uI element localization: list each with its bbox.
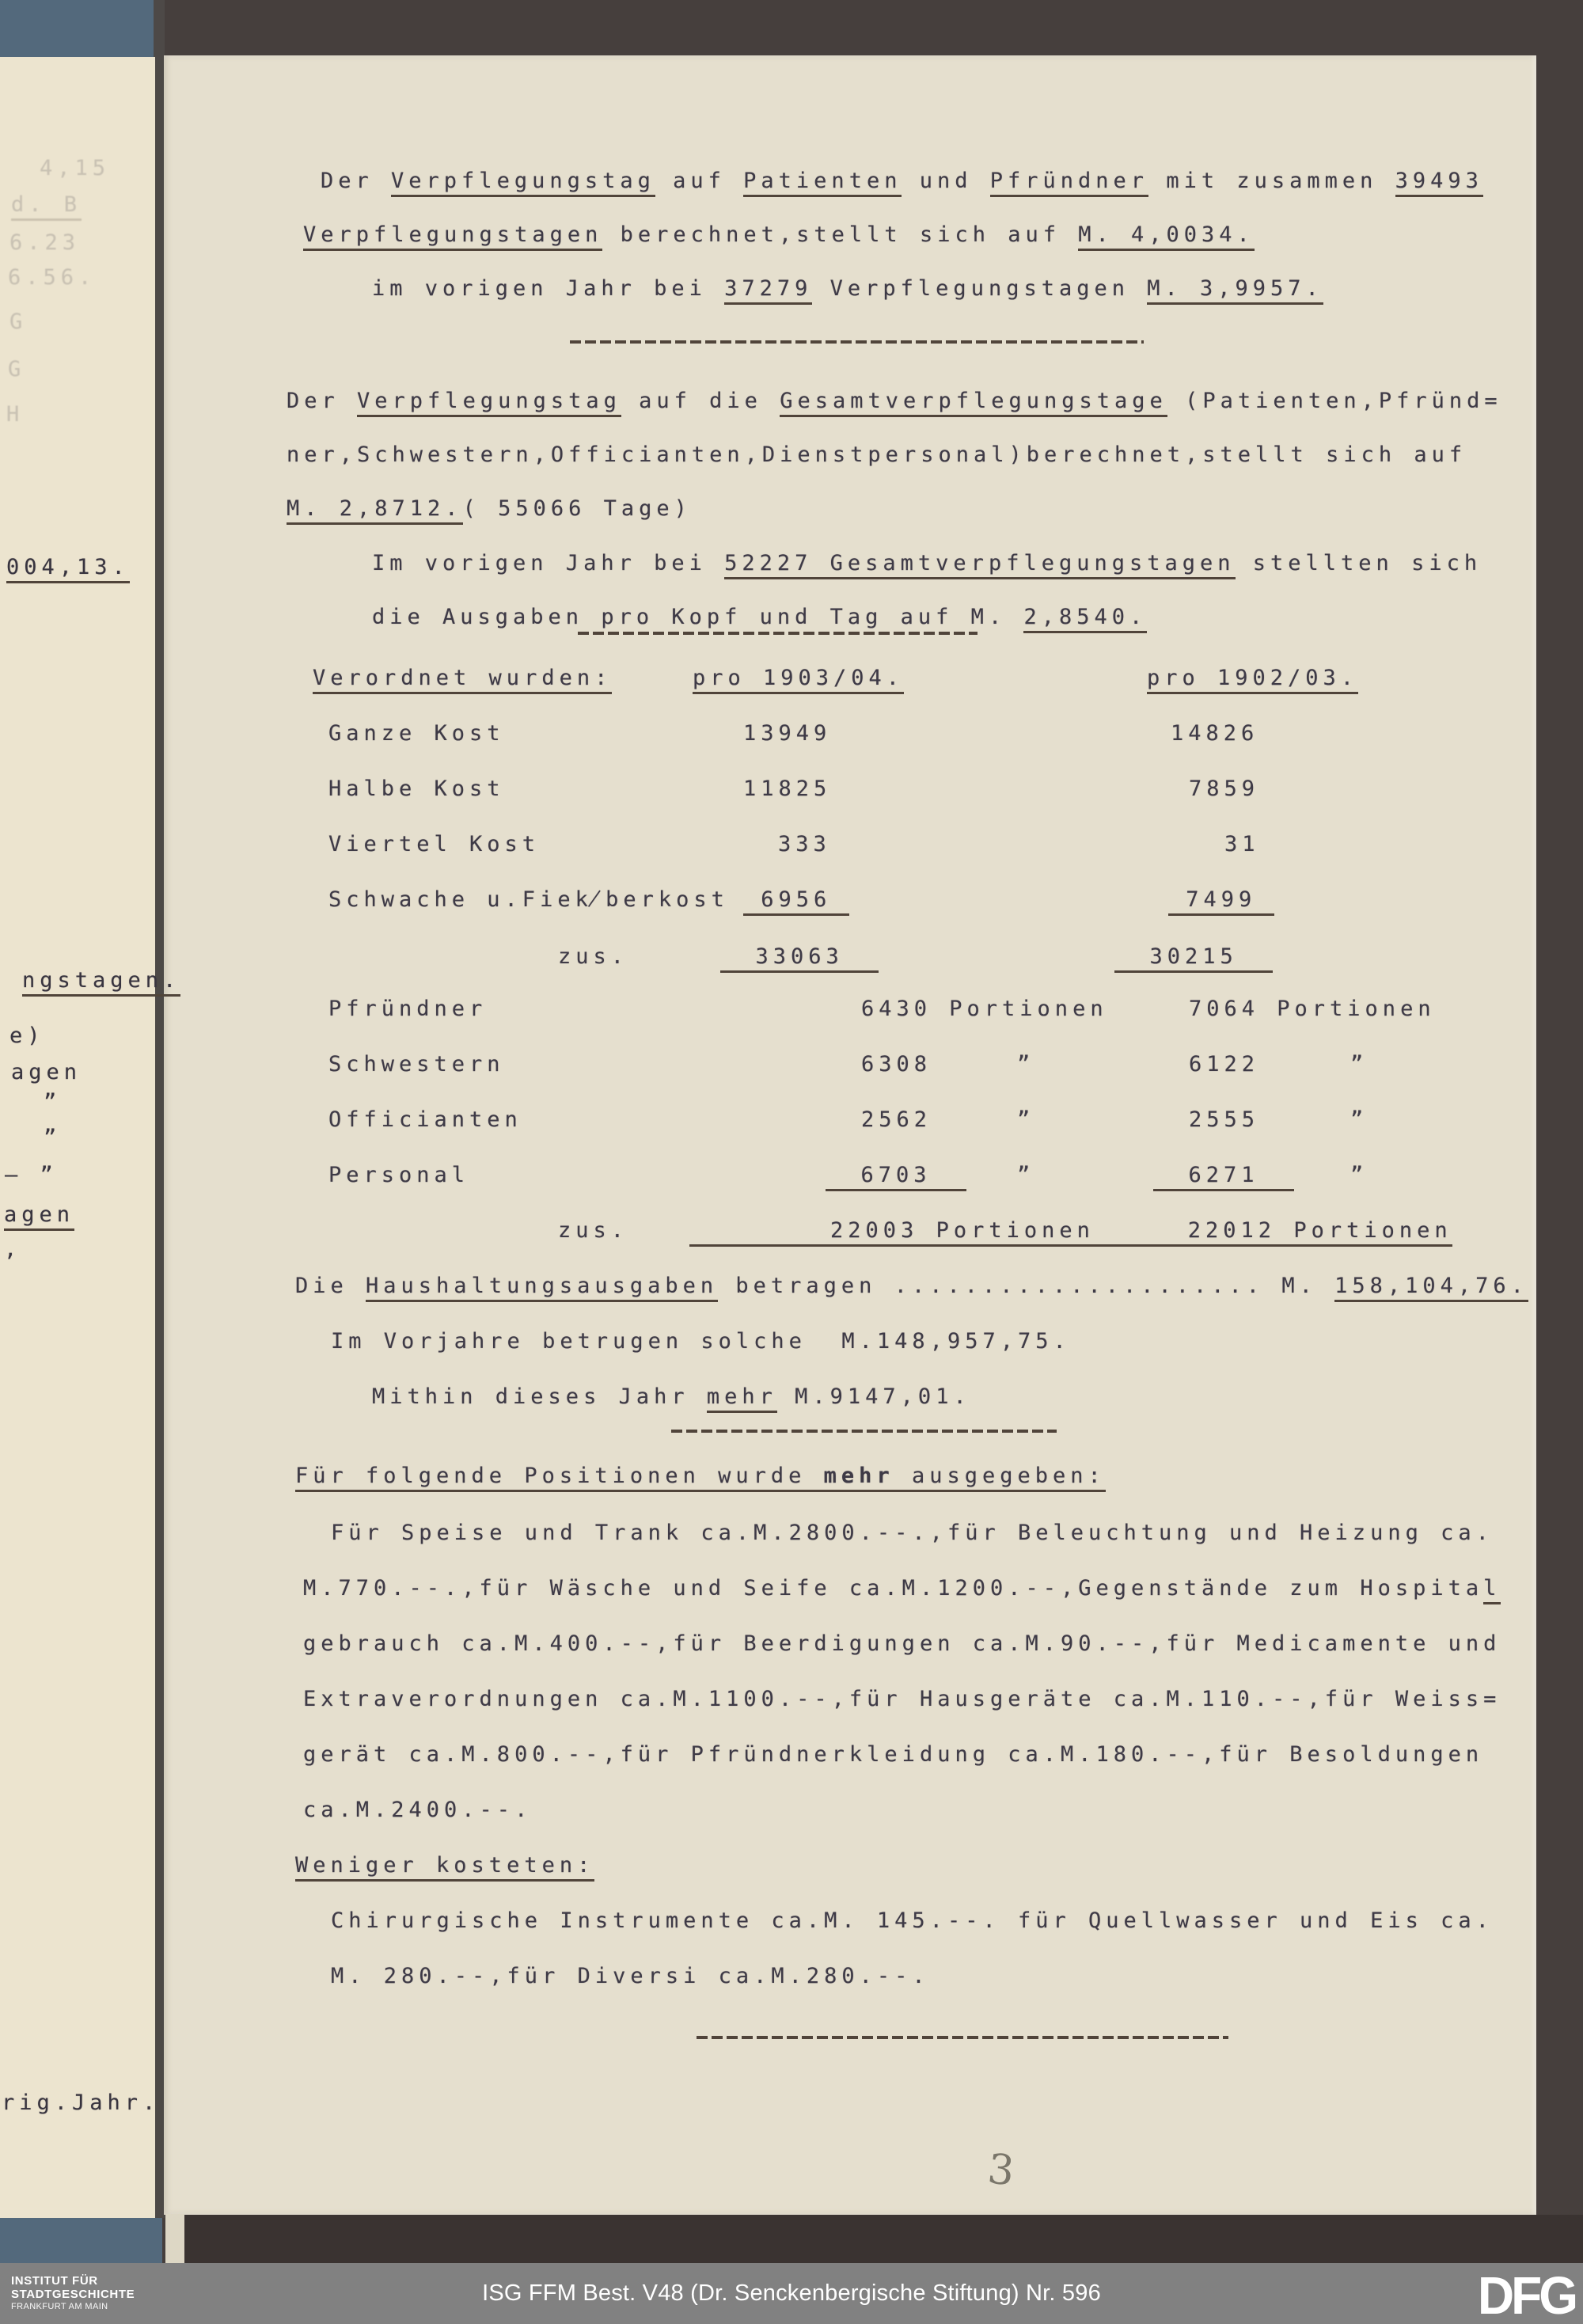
typed-text-segment: Verordnet wurden:	[313, 666, 612, 694]
typed-line	[331, 1328, 1071, 1355]
typed-text-segment: 31	[1224, 832, 1260, 856]
typed-line	[303, 1797, 532, 1824]
adjacent-page-text-fragment	[44, 1125, 61, 1152]
typed-text-segment: 13949	[743, 721, 832, 746]
typed-line	[303, 1741, 1483, 1768]
typed-text-segment: 22003 Portionen	[689, 1218, 1095, 1247]
typed-text-segment: zus.	[558, 1218, 629, 1243]
typed-text-segment: M. 2,8712.	[287, 496, 463, 525]
typed-text-segment: rig.Jahr.	[2, 2090, 161, 2115]
typed-text-segment: ( 55066 Tage)	[462, 496, 692, 521]
typed-text-segment: im vorigen Jahr bei	[372, 276, 725, 301]
footer-bar	[0, 2263, 1583, 2324]
typed-text-segment: und	[902, 169, 990, 193]
archive-reference-caption: ISG FFM Best. V48 (Dr. Senckenbergische Stiftung) Nr. 596	[482, 2280, 1101, 2306]
typed-line	[1350, 1107, 1368, 1134]
typed-text-segment: Weniger kosteten:	[295, 1853, 594, 1882]
typed-text-segment: ”	[1017, 1163, 1035, 1187]
typed-line	[372, 1384, 971, 1411]
typed-text-segment: 7064 Portionen	[1189, 997, 1436, 1021]
typed-text-segment: (Patienten,Pfründ=	[1167, 389, 1502, 413]
typed-text-segment: Schwache u.Fiek̸berkost	[328, 887, 729, 912]
typed-text-segment: mit zusammen	[1148, 169, 1395, 193]
typed-text-segment: ausgegeben:	[894, 1464, 1106, 1492]
typed-line	[328, 776, 505, 803]
typed-line	[313, 665, 612, 692]
typed-text-segment: Chirurgische Instrumente ca.M. 145.--. für Quellwasser und Eis ca.	[331, 1908, 1494, 1933]
typed-line	[1189, 996, 1436, 1023]
typed-line	[1168, 887, 1274, 913]
typed-line	[328, 831, 540, 858]
typed-text-segment: 6703	[826, 1163, 966, 1191]
typed-line	[1147, 665, 1358, 692]
typed-text-segment: mehr	[824, 1464, 894, 1492]
typed-text-segment: Verpflegungstag	[391, 169, 655, 197]
typed-separator-line	[671, 1430, 1057, 1433]
typed-text-segment: — ”	[5, 1163, 58, 1187]
typed-line	[331, 1963, 930, 1990]
adjacent-page-text-fragment	[4, 1236, 21, 1263]
typed-line	[295, 1273, 1528, 1300]
typed-text-segment: auf die	[621, 389, 780, 413]
typed-text-segment: 2555	[1189, 1107, 1260, 1132]
typed-text-segment: Verpflegungstagen	[303, 222, 602, 251]
typed-line	[303, 1686, 1501, 1713]
typed-text-segment: ca.M.2400.--.	[303, 1798, 533, 1822]
typed-line	[1153, 1162, 1294, 1189]
typed-text-segment: 14826	[1171, 721, 1259, 746]
typed-line	[328, 1051, 505, 1078]
typed-line	[328, 887, 729, 913]
typed-text-segment: 6430 Portionen	[861, 997, 1108, 1021]
typed-text-segment: Der	[321, 169, 392, 193]
typed-text-segment: M. 3,9957.	[1147, 276, 1323, 305]
typed-text-segment: Officianten	[328, 1107, 522, 1132]
typed-text-segment: 2562	[861, 1107, 932, 1132]
typed-text-segment: 30215	[1114, 944, 1273, 973]
typed-line	[303, 1575, 1501, 1602]
typed-line	[1017, 1051, 1034, 1078]
typed-text-segment: d. B	[11, 192, 82, 221]
typed-line	[720, 944, 879, 970]
typed-text-segment: Für folgende Positionen wurde	[295, 1464, 824, 1492]
typed-text-segment: 158,104,76.	[1334, 1274, 1528, 1302]
typed-line	[558, 1217, 628, 1244]
typed-text-segment: Mithin dieses Jahr	[372, 1384, 707, 1409]
typed-text-segment: ”	[1350, 1163, 1369, 1187]
typed-line	[287, 388, 1502, 415]
typed-separator-line	[578, 632, 978, 635]
typed-line	[861, 1051, 932, 1078]
typed-line	[1189, 776, 1259, 803]
bleed-through-text	[9, 230, 80, 256]
typed-line	[295, 1463, 1106, 1490]
typed-text-segment: 37279	[724, 276, 812, 305]
typed-line	[743, 720, 831, 747]
typed-line	[303, 222, 1255, 249]
typed-text-segment: ”	[44, 1090, 62, 1115]
typed-text-segment: Verpflegungstagen	[812, 276, 1148, 301]
typed-line	[778, 831, 831, 858]
typed-text-segment: ngstagen.	[22, 968, 180, 997]
adjacent-page-text-fragment	[11, 1059, 82, 1086]
institute-line-1: INSTITUT FÜR	[11, 2274, 98, 2288]
typed-line	[295, 1852, 594, 1879]
typed-text-segment: Ganze Kost	[328, 721, 505, 746]
typed-text-segment: 33063	[720, 944, 879, 973]
typed-text-segment: Verpflegungstag	[357, 389, 621, 417]
typed-line	[1350, 1162, 1368, 1189]
typed-text-segment: 333	[778, 832, 831, 856]
bleed-through-text	[8, 264, 96, 291]
typed-separator-line	[570, 340, 1144, 344]
typed-text-segment: 7499	[1168, 887, 1274, 916]
typed-text-segment: Haushaltungsausgaben	[366, 1274, 718, 1302]
typed-line	[372, 275, 1323, 302]
typed-text-segment: ”	[44, 1126, 62, 1150]
typed-text-segment: 11825	[743, 777, 832, 801]
typed-text-segment: G	[9, 309, 28, 334]
typed-text-segment: Viertel Kost	[328, 832, 541, 856]
typed-line	[1114, 944, 1273, 970]
typed-text-segment: M. 4,0034.	[1078, 222, 1255, 251]
typed-text-segment: 6.23	[9, 230, 81, 255]
typed-line	[743, 776, 831, 803]
typed-text-segment: 22012 Portionen	[1065, 1218, 1452, 1247]
typed-line	[372, 550, 1482, 577]
typed-text-segment: ”	[1350, 1107, 1369, 1132]
typed-text-segment: e)	[9, 1023, 45, 1048]
typed-line	[693, 665, 904, 692]
typed-text-segment: Für Speise und Trank ca.M.2800.--.,für Beleuchtung und Heizung ca.	[331, 1521, 1494, 1545]
typed-text-segment: Patienten	[743, 169, 902, 197]
institute-line-2: STADTGESCHICHTE	[11, 2288, 135, 2302]
typed-line	[826, 1162, 966, 1189]
bleed-through-text	[11, 192, 82, 218]
bleed-through-text	[6, 401, 24, 428]
typed-text-segment: ”	[1350, 1052, 1369, 1077]
typed-text-segment: 52227 Gesamtverpflegungstagen	[724, 551, 1235, 579]
typed-text-segment: agen	[11, 1060, 82, 1084]
typed-text-segment: M. 280.--,für Diversi ca.M.280.--.	[331, 1964, 930, 1988]
typed-text-segment: Im Vorjahre betrugen solche M.148,957,75.	[331, 1329, 1071, 1354]
typed-text-segment: 004,13.	[6, 555, 130, 583]
typed-text-segment: Pfründner	[990, 169, 1148, 197]
typed-text-segment: betragen ..................... M.	[718, 1274, 1335, 1298]
typed-text-segment: M.770.--.,für Wäsche und Seife ca.M.1200.--,Gegenstände zum Hospita	[303, 1576, 1484, 1601]
adjacent-page-text-fragment	[5, 1162, 58, 1189]
typed-line	[328, 1107, 522, 1134]
typed-text-segment: agen	[4, 1202, 74, 1231]
typed-line	[1017, 1107, 1034, 1134]
typed-text-segment: pro 1903/04.	[693, 666, 904, 694]
typed-text-segment: 6271	[1153, 1163, 1294, 1191]
typed-text-segment: H	[6, 402, 25, 427]
typed-line	[328, 720, 505, 747]
typed-text-segment: ”	[1017, 1052, 1035, 1077]
typed-line	[1189, 1051, 1259, 1078]
adjacent-page-text-fragment	[6, 554, 130, 581]
typed-line	[743, 887, 849, 913]
typed-line	[372, 604, 1147, 631]
typed-text-segment: ner,Schwestern,Officianten,Dienstpersonal)berechnet,stellt sich auf	[287, 442, 1467, 467]
typed-text-segment: Die	[295, 1274, 366, 1298]
typed-text-segment: stellten sich	[1235, 551, 1482, 575]
typed-line	[331, 1908, 1494, 1935]
typed-line	[558, 944, 628, 970]
typed-text-segment: zus.	[558, 944, 629, 969]
typed-line	[1017, 1162, 1034, 1189]
typed-text-segment: pro 1902/03.	[1147, 666, 1358, 694]
typed-line	[321, 168, 1483, 195]
typed-line	[328, 996, 487, 1023]
typed-line	[1171, 720, 1258, 747]
typed-text-segment: berechnet,stellt sich auf	[602, 222, 1079, 247]
typed-text-segment: auf	[655, 169, 744, 193]
typed-text-segment: die Ausgaben pro Kopf und Tag auf M.	[372, 605, 1024, 629]
typed-text-segment: G	[8, 357, 26, 382]
page-number-handwritten: 3	[985, 2145, 1017, 2196]
typed-line	[1224, 831, 1260, 858]
typed-text-segment: l	[1483, 1576, 1501, 1604]
typed-text-segment: 39493	[1395, 169, 1483, 197]
typed-text-segment: gerät ca.M.800.--,für Pfründnerkleidung ca.M.180.--,für Besoldungen	[303, 1742, 1484, 1767]
typed-text-segment: Der	[287, 389, 358, 413]
typed-line	[1189, 1107, 1259, 1134]
typed-text-segment: 6308	[861, 1052, 932, 1077]
typed-text-segment: gebrauch ca.M.400.--,für Beerdigungen ca.M.90.--,für Medicamente und	[303, 1631, 1501, 1656]
institute-line-3: FRANKFURT AM MAIN	[11, 2301, 108, 2311]
adjacent-page-text-fragment	[9, 1023, 45, 1050]
typed-line	[689, 1217, 1095, 1244]
typed-text-segment: 6.56.	[8, 265, 97, 290]
typed-line	[1350, 1051, 1368, 1078]
adjacent-page-text-fragment	[4, 1202, 74, 1228]
typed-text-segment: 6122	[1189, 1052, 1260, 1077]
typed-line	[287, 442, 1467, 469]
typed-line	[331, 1520, 1494, 1547]
typed-text-segment: Gesamtverpflegungstage	[780, 389, 1167, 417]
typed-text-segment: 6956	[743, 887, 849, 916]
typed-text-segment: Extraverordnungen ca.M.1100.--,für Hausgeräte ca.M.110.--,für Weiss=	[303, 1687, 1501, 1711]
typed-text-segment: 4,15	[40, 156, 111, 180]
typed-text-segment: mehr	[707, 1384, 777, 1413]
bleed-through-text	[40, 155, 110, 182]
typed-text-segment: M.9147,01.	[776, 1384, 971, 1409]
typed-text-segment: Personal	[328, 1163, 470, 1187]
bleed-through-text	[9, 309, 27, 336]
typed-line	[861, 996, 1108, 1023]
typed-text-segment: Pfründner	[328, 997, 488, 1021]
typed-text-segment: 7859	[1189, 777, 1260, 801]
adjacent-page-text-fragment	[2, 2090, 160, 2117]
typed-text-segment: ”	[1017, 1107, 1035, 1132]
typed-line	[1065, 1217, 1452, 1244]
typed-text-segment: ,	[4, 1237, 22, 1262]
typed-text-segment: Halbe Kost	[328, 777, 505, 801]
bleed-through-text	[8, 356, 25, 383]
typed-separator-line	[697, 2036, 1228, 2039]
typed-text-segment: Schwestern	[328, 1052, 505, 1077]
dfg-logo: DFG	[1477, 2265, 1575, 2324]
typed-line	[303, 1631, 1501, 1658]
typed-line	[328, 1162, 469, 1189]
typed-text-segment: Im vorigen Jahr bei	[372, 551, 725, 575]
typed-line	[287, 496, 692, 522]
typed-text-segment: 2,8540.	[1023, 605, 1147, 633]
typed-line	[861, 1107, 932, 1134]
adjacent-page-text-fragment	[44, 1089, 61, 1116]
adjacent-page-text-fragment	[22, 967, 180, 994]
